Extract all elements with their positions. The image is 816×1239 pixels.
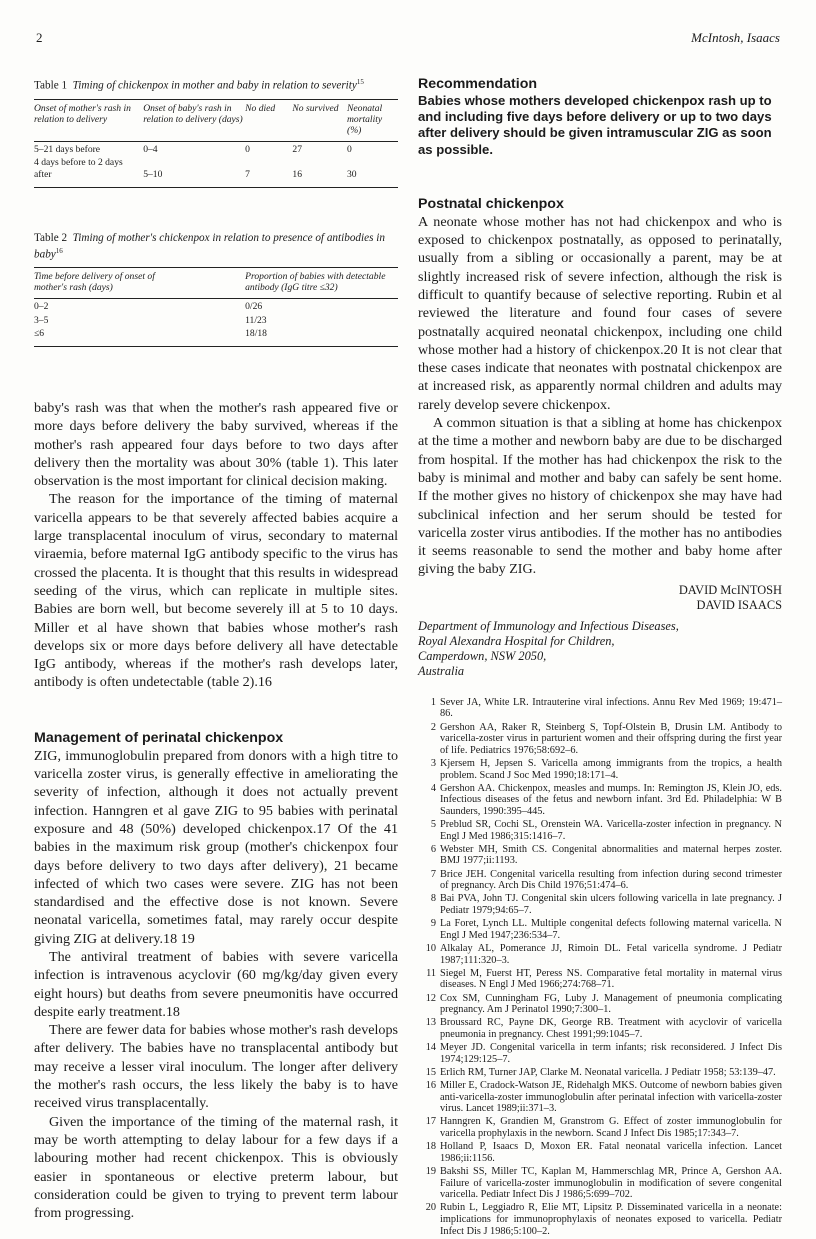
reference-item: 19 Bakshi SS, Miller TC, Kaplan M, Hammerschlag MR, Prince A, Gershon AA. Failure of varicella-zoster immunoglobulin in modification of severe congenital varicella. Pediatr Infect Dis J 1986;5:699–702. — [425, 1166, 782, 1201]
table-row — [34, 155, 398, 187]
reference-item: 16 Miller E, Cradock-Watson JE, Ridehalgh MKS. Outcome of newborn babies given anti-varicella-zoster immunoglobulin after perinatal infection with varicella-zoster virus. Lancet 1989;ii:371–3. — [425, 1080, 782, 1115]
reference-item: 2 Gershon AA, Raker R, Steinberg S, Topf-Olstein B, Drusin LM. Antibody to varicella-zoster virus in parturient women and their offspring during the first year of life. Pediatrics 1976;58:692–6. — [430, 721, 782, 756]
table-row — [34, 313, 398, 327]
reference-item: 10 Alkalay AL, Pomerance JJ, Rimoin DL. Fetal varicella syndrome. J Pediatr 1987;111:320–3. — [425, 942, 782, 966]
table1-header: Onset of mother's rash in relation to delivery — [34, 99, 143, 141]
table1-header: Neonatal mortality (%) — [347, 99, 398, 141]
table-cell: 0–4 — [143, 143, 158, 155]
table1-label: Table 1 — [34, 79, 68, 92]
reference-item: 14 Meyer JD. Congenital varicella in term infants; risk reconsidered. J Infect Dis 1974;129:125–7. — [425, 1042, 782, 1065]
reference-item: 18 Holland P, Isaacs D, Moxon ER. Fatal neonatal varicella infection. Lancet 1986;ii:1156. — [425, 1141, 782, 1164]
reference-text: Brice JEH. Congenital varicella resulting from infection during second trimester of pregnancy. Arch Dis Child 1976;51:474–6. — [440, 868, 782, 892]
reference-item: 12 Cox SM, Cunningham FG, Luby J. Management of pneumonia complicating pregnancy. Am J Perinatol 1990;7:300–1. — [425, 992, 782, 1016]
table-cell: 0–2 — [34, 301, 49, 313]
reference-text: Cox SM, Cunningham FG, Luby J. Management of pneumonia complicating pregnancy. Am J Perinatol 1990;7:300–1. — [440, 992, 782, 1016]
reference-text: Broussard RC, Payne DK, George RB. Treatment with acyclovir of varicella pneumonia in pregnancy. Chest 1991;99:1045–7. — [440, 1017, 782, 1040]
reference-text: Meyer JD. Congenital varicella in term infants; risk reconsidered. J Infect Dis 1974;129:125–7. — [440, 1042, 782, 1065]
table1-header: No survived — [292, 99, 347, 141]
table2-header: Proportion of babies with detectable antibody (IgG titre ≤32) — [245, 268, 398, 299]
reference-item: 6 Webster MH, Smith CS. Congenital abnormalities and maternal herpes zoster. BMJ 1977;ii:1193. — [430, 843, 782, 867]
right-column — [418, 76, 782, 1239]
table1 — [34, 99, 398, 188]
table1-header: Onset of baby's rash in relation to delivery (days) — [143, 99, 245, 141]
reference-item: 11 Siegel M, Fuerst HT, Peress NS. Comparative fetal mortality in maternal virus diseases. N Engl J Med 1966;274:768–71. — [426, 967, 782, 991]
table2-caption-ref: 16 — [55, 246, 63, 255]
body-paragraph: The reason for the importance of the timing of maternal varicella appears to be that severely affected babies acquire a large transplacental inoculum of virus, secondary to maternal viraemia, before maternal IgG antibody specific to the virus has crossed the placenta. It is thought that this results in widespread seeding of the virus, which can replicate in multiple sites. Babies are born well, but become severely ill at 5 to 10 days. Miller et al have shown that babies whose mother's rash develops six or more days before delivery all have detectable IgG antibody, whereas if the mother's rash develops later, antibody is often undetectable (table 2).16 — [34, 491, 398, 691]
body-paragraph: baby's rash was that when the mother's rash appeared five or more days before delivery the baby survived, whereas if the mother's rash appeared four days before to two days after delivery then the mortality was about 30% (table 1). This later observation is the most important for clinical decision making. — [34, 399, 398, 490]
reference-item: 7 Brice JEH. Congenital varicella resulting from infection during second trimester of pregnancy. Arch Dis Child 1976;51:474–6. — [430, 868, 782, 892]
affiliation-line: Department of Immunology and Infectious Diseases, — [418, 618, 679, 633]
reference-item: 5 Preblud SR, Cochi SL, Orenstein WA. Varicella-zoster infection in pregnancy. N Engl J Med 1986;315:1416–7. — [430, 819, 782, 842]
reference-text: Alkalay AL, Pomerance JJ, Rimoin DL. Fetal varicella syndrome. J Pediatr 1987;111:320–3. — [440, 942, 782, 966]
affiliation-line: Royal Alexandra Hospital for Children, — [418, 633, 615, 648]
reference-text: Erlich RM, Turner JAP, Clarke M. Neonatal varicella. J Pediatr 1958; 53:139–47. — [440, 1066, 776, 1078]
recommendation-text: Babies whose mothers developed chickenpox rash up to and including five days before delivery or up to two days after delivery should be given intramuscular ZIG as soon as possible. — [418, 93, 772, 157]
reference-item: 13 Broussard RC, Payne DK, George RB. Treatment with acyclovir of varicella pneumonia in pregnancy. Chest 1991;99:1045–7. — [425, 1017, 782, 1040]
reference-text: La Foret, Lynch LL. Multiple congenital defects following maternal varicella. N Engl J Med 1947;236:534–7. — [440, 918, 782, 941]
table-row — [34, 326, 398, 346]
section-heading-management: Management of perinatal chickenpox — [34, 729, 284, 746]
table-cell: 5–21 days before — [34, 143, 101, 155]
reference-text: Preblud SR, Cochi SL, Orenstein WA. Varicella-zoster infection in pregnancy. N Engl J Med 1986;315:1416–7. — [440, 819, 782, 842]
table-cell: ≤6 — [34, 326, 245, 346]
table2-caption — [34, 232, 398, 262]
running-header-authors: McIntosh, Isaacs — [691, 30, 780, 45]
table-cell: 5–10 — [143, 155, 245, 187]
table-cell: 0 — [347, 143, 352, 155]
table2 — [34, 267, 398, 347]
table1-caption-text: Timing of chickenpox in mother and baby in relation to severity — [72, 79, 357, 92]
reference-list — [418, 697, 782, 1237]
author-signature: DAVID McINTOSH — [678, 582, 782, 597]
reference-text: Webster MH, Smith CS. Congenital abnormalities and maternal herpes zoster. BMJ 1977;ii:1193. — [440, 843, 782, 867]
table-cell: 11/23 — [245, 314, 267, 326]
table1-caption — [34, 76, 398, 93]
page-number: 2 — [36, 30, 43, 45]
table-row — [34, 141, 398, 155]
body-paragraph: A common situation is that a sibling at home has chickenpox at the time a mother and newborn baby are due to be discharged from hospital. If the mother has had chickenpox the risk to the baby is minimal and mother and baby can safely be sent home. If the mother gives no history of chickenpox she may have had subclinical infection and her serum should be tested for varicella zoster virus antibodies. If the mother has no antibodies it seems reasonable to send the mother and baby home after giving the baby ZIG. — [418, 415, 782, 578]
reference-text: Sever JA, White LR. Intrauterine viral infections. Annu Rev Med 1969; 19:471–86. — [440, 696, 782, 720]
reference-text: Hanngren K, Grandien M, Granstrom G. Effect of zoster immunoglobulin for varicella prophylaxis in the newborn. Scand J Infect Dis 1985;17:343–7. — [440, 1116, 782, 1140]
reference-text: Gershon AA, Raker R, Steinberg S, Topf-Olstein B, Drusin LM. Antibody to varicella-zoster virus in parturient women and their offspring during the first year of life. Pediatrics 1976;58:692–6. — [440, 721, 782, 756]
table-cell: 30 — [347, 155, 398, 187]
body-paragraph: A neonate whose mother has not had chickenpox and who is exposed to chickenpox postnatally, as opposed to perinatally, usually from a sibling or occasionally a parent, may be at slightly increased risk of severe infection, although the risk is difficult to quantify because of selective reporting. Rubin et al reviewed the literature and found four cases of severe postnatally acquired neonatal chickenpox, including one child whose mother had a history of chickenpox.20 It is not clear that these cases indicate that neonates with postnatal chickenpox are at increased risk, as apparently normal children and adults may rarely develop severe chickenpox. — [418, 213, 782, 413]
section-heading-postnatal: Postnatal chickenpox — [418, 195, 564, 212]
body-paragraph: There are fewer data for babies whose mother's rash develops after delivery. The babies have no transplacental antibody but may receive a lesser viral inoculum. The longer after delivery the mother's rash occurs, the less likely the baby is to have received virus transplacentally. — [34, 1022, 398, 1112]
table-cell: 7 — [245, 155, 292, 187]
table1-header: No died — [245, 99, 292, 141]
table-cell: 0 — [245, 143, 250, 155]
reference-item: 1 Sever JA, White LR. Intrauterine viral infections. Annu Rev Med 1969; 19:471–86. — [430, 696, 782, 720]
table-row — [34, 299, 398, 313]
table-cell: 3–5 — [34, 314, 49, 326]
reference-item: 3 Kjersem H, Jepsen S. Varicella among immigrants from the tropics, a health problem. Scand J Soc Med 1990;18:171–4. — [430, 757, 782, 781]
table2-caption-text: Timing of mother's chickenpox in relation to presence of antibodies in baby — [34, 231, 385, 261]
table1-caption-ref: 15 — [356, 78, 364, 86]
reference-item: 9 La Foret, Lynch LL. Multiple congenital defects following maternal varicella. N Engl J Med 1947;236:534–7. — [430, 918, 782, 941]
body-paragraph: ZIG, immunoglobulin prepared from donors with a high titre to varicella zoster virus, is generally effective in ameliorating the severity of infection, although it does not actually prevent infection. Hanngren et al gave ZIG to 95 babies with perinatal exposure and 48 (50%) developed chickenpox.17 Of the 41 babies in the maximum risk group (mother's chickenpox four days before delivery to two days after delivery), 21 became infected of which two cases were severe. ZIG has not been standardised and the effective dose is not known. Severe neonatal varicella, sometimes fatal, may rarely occur despite giving ZIG at delivery.18 19 — [34, 747, 398, 947]
section-heading-recommendation: Recommendation — [418, 76, 538, 92]
reference-text: Holland P, Isaacs D, Moxon ER. Fatal neonatal varicella infection. Lancet 1986;ii:1156. — [440, 1141, 782, 1164]
reference-item: 15 Erlich RM, Turner JAP, Clarke M. Neonatal varicella. J Pediatr 1958; 53:139–47. — [425, 1066, 776, 1078]
reference-item: 17 Hanngren K, Grandien M, Granstrom G. Effect of zoster immunoglobulin for varicella prophylaxis in the newborn. Scand J Infect Dis 1985;17:343–7. — [425, 1116, 782, 1140]
reference-text: Bai PVA, John TJ. Congenital skin ulcers following varicella in late pregnancy. J Pediatr 1979;94:65–7. — [440, 893, 782, 916]
table-cell: 4 days before to 2 days after — [34, 155, 143, 187]
reference-item: 8 Bai PVA, John TJ. Congenital skin ulcers following varicella in late pregnancy. J Pediatr 1979;94:65–7. — [430, 893, 782, 916]
table-cell: 27 — [292, 143, 302, 155]
affiliation-line: Australia — [418, 663, 465, 678]
table-cell: 0/26 — [245, 301, 263, 313]
table2-label: Table 2 — [34, 231, 68, 244]
affiliation — [418, 619, 782, 679]
left-column — [34, 76, 398, 1222]
signature-block — [418, 583, 782, 613]
table2-header: Time before delivery of onset of mother's rash (days) — [34, 268, 245, 299]
reference-text: Kjersem H, Jepsen S. Varicella among immigrants from the tropics, a health problem. Scand J Soc Med 1990;18:171–4. — [440, 757, 782, 781]
author-signature: DAVID ISAACS — [696, 597, 782, 612]
table-cell: 18/18 — [245, 326, 398, 346]
reference-text: Miller E, Cradock-Watson JE, Ridehalgh MKS. Outcome of newborn babies given anti-varicella-zoster immunoglobulin after perinatal infection with varicella-zoster virus. Lancet 1989;ii:371–3. — [440, 1080, 782, 1115]
reference-text: Gershon AA. Chickenpox, measles and mumps. In: Remington JS, Klein JO, eds. Infectious diseases of the fetus and newborn infant. 3rd Ed. Philadelphia: W B Saunders, 1990:395–445. — [440, 782, 782, 817]
reference-text: Rubin L, Leggiadro R, Elie MT, Lipsitz P. Disseminated varicella in a neonate: implications for immunoprophylaxis of neonates exposed to varicella. Pediatr Infect Dis J 1986;5:100–2. — [440, 1202, 782, 1237]
affiliation-line: Camperdown, NSW 2050, — [418, 648, 547, 663]
table-cell: 16 — [292, 155, 347, 187]
reference-text: Bakshi SS, Miller TC, Kaplan M, Hammerschlag MR, Prince A, Gershon AA. Failure of varicella-zoster immunoglobulin in modification of severe congenital varicella. Pediatr Infect Dis J 1986;5:699–702. — [440, 1166, 782, 1201]
reference-text: Siegel M, Fuerst HT, Peress NS. Comparative fetal mortality in maternal virus diseases. N Engl J Med 1966;274:768–71. — [440, 967, 782, 991]
reference-item: 4 Gershon AA. Chickenpox, measles and mumps. In: Remington JS, Klein JO, eds. Infectious diseases of the fetus and newborn infant. 3rd Ed. Philadelphia: W B Saunders, 1990:395–445. — [430, 782, 782, 817]
reference-item: 20 Rubin L, Leggiadro R, Elie MT, Lipsitz P. Disseminated varicella in a neonate: implications for immunoprophylaxis of neonates exposed to varicella. Pediatr Infect Dis J 1986;5:100–2. — [425, 1202, 782, 1237]
body-paragraph: The antiviral treatment of babies with severe varicella infection is intravenous acyclovir (60 mg/kg/day given every eight hours) but deaths from severe pneumonitis have occurred despite early treatment.18 — [34, 948, 398, 1020]
body-paragraph: Given the importance of the timing of the maternal rash, it may be worth attempting to delay labour for a few days if a labouring mother had recent chickenpox. This is obviously easier in spontaneous or elective preterm labour, but consideration could be given to trying to prevent term labour from progressing. — [34, 1113, 398, 1222]
